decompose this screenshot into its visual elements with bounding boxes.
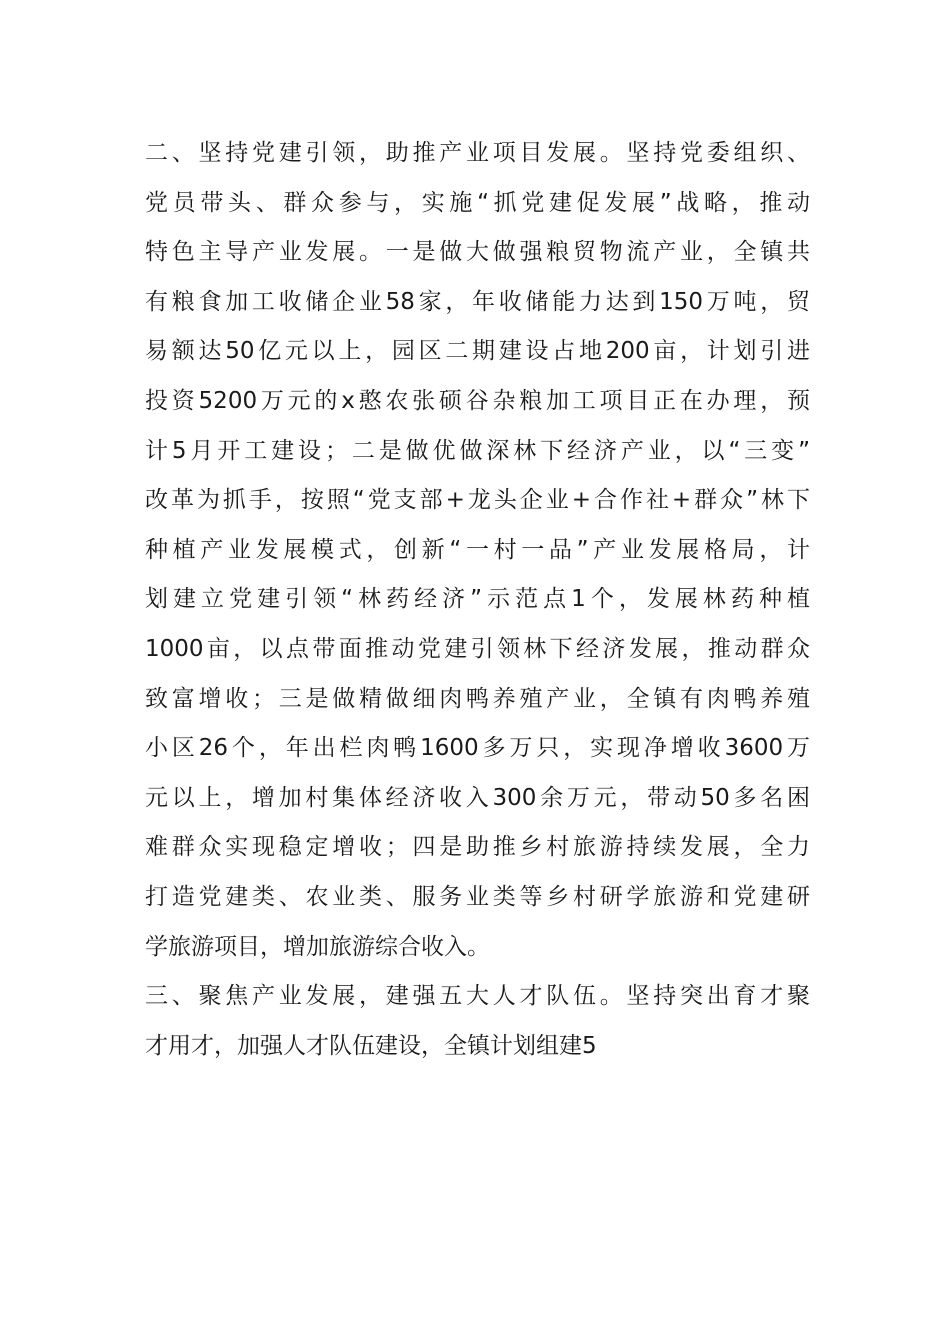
text-line: 划建立党建引领“林药经济”示范点1个，发展林药种植 — [145, 586, 810, 613]
text-line: 改革为抓手，按照“党支部+龙头企业+合作社+群众”林下 — [145, 487, 810, 514]
text-line: 1000亩，以点带面推动党建引领林下经济发展，推动群众 — [145, 635, 810, 662]
paragraph-talent-teams — [145, 972, 810, 1071]
text-line: 小区26个，年出栏肉鸭1600多万只，实现净增收3600万 — [145, 735, 810, 762]
text-line: 二、坚持党建引领，助推产业项目发展。坚持党委组织、 — [145, 140, 810, 166]
text-line: 三、聚焦产业发展，建强五大人才队伍。坚持突出育才聚 — [145, 983, 810, 1010]
text-line: 打造党建类、农业类、服务业类等乡村研学旅游和党建研 — [145, 883, 810, 910]
paragraph-industry-projects — [145, 129, 810, 972]
text-line: 计5月开工建设；二是做优做深林下经济产业，以“三变” — [145, 437, 810, 464]
text-line: 有粮食加工收储企业58家，年收储能力达到150万吨，贸 — [145, 288, 810, 315]
text-line: 元以上，增加村集体经济收入300余万元，带动50多名困 — [145, 784, 810, 811]
document-body — [145, 129, 810, 1071]
text-line: 致富增收；三是做精做细肉鸭养殖产业，全镇有肉鸭养殖 — [145, 685, 810, 712]
text-line: 投资5200万元的x憨农张硕谷杂粮加工项目正在办理，预 — [145, 387, 810, 414]
text-line: 难群众实现稳定增收；四是助推乡村旅游持续发展，全力 — [145, 834, 810, 861]
text-line: 特色主导产业发展。一是做大做强粮贸物流产业，全镇共 — [145, 239, 810, 266]
text-line-last: 才用才，加强人才队伍建设，全镇计划组建5 — [145, 1032, 597, 1059]
text-line: 种植产业发展模式，创新“一村一品”产业发展格局，计 — [145, 536, 810, 563]
text-line: 易额达50亿元以上，园区二期建设占地200亩，计划引进 — [145, 338, 810, 365]
text-line-last: 学旅游项目，增加旅游综合收入。 — [145, 933, 490, 960]
text-line: 党员带头、群众参与，实施“抓党建促发展”战略，推动 — [145, 189, 810, 216]
